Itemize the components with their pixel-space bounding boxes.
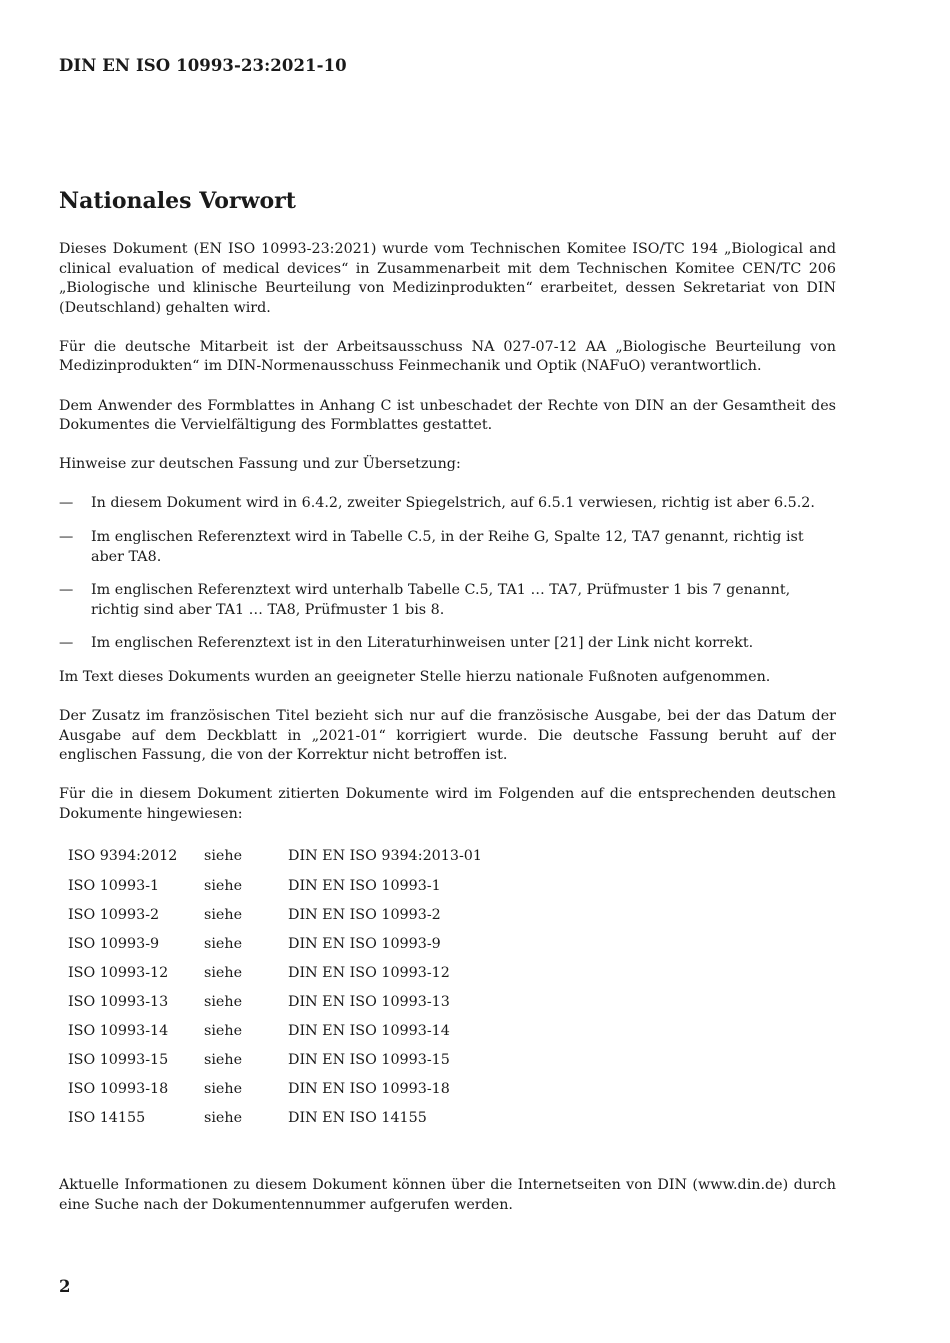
list-item	[59, 528, 836, 567]
din-reference: DIN EN ISO 10993-1	[288, 877, 441, 894]
table-row	[59, 993, 588, 1022]
page-number: 2	[59, 1277, 71, 1296]
dash-bullet: —	[59, 635, 74, 652]
see-label: siehe	[204, 1081, 243, 1098]
see-label: siehe	[204, 848, 243, 865]
iso-reference: ISO 10993-2	[68, 906, 160, 923]
iso-reference: ISO 10993-1	[68, 877, 160, 894]
table-row	[59, 1051, 588, 1080]
din-reference: DIN EN ISO 10993-14	[288, 1023, 450, 1040]
table-row	[59, 1080, 588, 1109]
see-label: siehe	[204, 935, 243, 952]
see-label: siehe	[204, 906, 243, 923]
reference-table	[59, 847, 588, 1138]
din-reference: DIN EN ISO 10993-2	[288, 906, 441, 923]
paragraph-form-copying: Dem Anwender des Formblattes in Anhang C ist unbeschadet der Rechte von DIN an der Gesamtheit des Dokumentes die Vervielfältigung des Formblattes gestattet.	[59, 397, 836, 434]
iso-reference: ISO 10993-9	[68, 935, 160, 952]
table-row	[59, 935, 588, 964]
iso-reference: ISO 10993-13	[68, 993, 169, 1010]
din-reference: DIN EN ISO 14155	[288, 1110, 427, 1127]
table-row	[59, 877, 588, 906]
iso-reference: ISO 10993-15	[68, 1052, 169, 1069]
see-label: siehe	[204, 1023, 243, 1040]
dash-bullet: —	[59, 528, 74, 545]
table-row	[59, 847, 588, 876]
list-item	[59, 634, 836, 654]
table-row	[59, 1109, 588, 1138]
see-label: siehe	[204, 1110, 243, 1127]
table-row	[59, 964, 588, 993]
iso-reference: ISO 10993-18	[68, 1081, 169, 1098]
see-label: siehe	[204, 993, 243, 1010]
document-id-header: DIN EN ISO 10993-23:2021-10	[59, 56, 347, 75]
iso-reference: ISO 14155	[68, 1110, 146, 1127]
paragraph-national-footnotes: Im Text dieses Dokuments wurden an geeigneter Stelle hierzu nationale Fußnoten aufgenommen.	[59, 668, 771, 685]
list-item	[59, 494, 836, 514]
iso-reference: ISO 10993-14	[68, 1023, 169, 1040]
table-row	[59, 906, 588, 935]
dash-bullet: —	[59, 495, 74, 512]
list-item-text: Im englischen Referenztext ist in den Literaturhinweisen unter [21] der Link nicht korrekt.	[91, 635, 754, 652]
section-title: Nationales Vorwort	[59, 188, 296, 214]
document-body	[59, 240, 836, 1138]
din-reference: DIN EN ISO 10993-9	[288, 935, 441, 952]
dash-bullet: —	[59, 582, 74, 599]
list-item-text: Im englischen Referenztext wird unterhalb Tabelle C.5, TA1 … TA7, Prüfmuster 1 bis 7 genannt, richtig sind aber TA1 … TA8, Prüfmuster 1 bis 8.	[91, 582, 791, 618]
din-reference: DIN EN ISO 9394:2013-01	[288, 848, 482, 865]
iso-reference: ISO 10993-12	[68, 964, 169, 981]
paragraph-translation-notes-intro: Hinweise zur deutschen Fassung und zur Übersetzung:	[59, 456, 461, 473]
see-label: siehe	[204, 1052, 243, 1069]
iso-reference: ISO 9394:2012	[68, 848, 178, 865]
paragraph-referenced-documents: Für die in diesem Dokument zitierten Dokumente wird im Folgenden auf die entsprechenden deutschen Dokumente hingewiesen:	[59, 786, 836, 822]
table-row	[59, 1022, 588, 1051]
list-item	[59, 581, 836, 620]
paragraph-french-title: Der Zusatz im französischen Titel bezieht sich nur auf die französische Ausgabe, bei der das Datum der Ausgabe auf dem Deckblatt in „2021-01“ korrigiert wurde. Die deutsche Fassung beruht auf der englischen Fassung, die von der Korrektur nicht betroffen ist.	[59, 708, 836, 764]
see-label: siehe	[204, 964, 243, 981]
paragraph-working-committee: Für die deutsche Mitarbeit ist der Arbeitsausschuss NA 027-07-12 AA „Biologische Beurteilung von Medizinprodukten“ im DIN-Normenausschuss Feinmechanik und Optik (NAFuO) verantwortlich.	[59, 338, 836, 375]
din-reference: DIN EN ISO 10993-12	[288, 964, 450, 981]
din-reference: DIN EN ISO 10993-18	[288, 1081, 450, 1098]
list-item-text: Im englischen Referenztext wird in Tabelle C.5, in der Reihe G, Spalte 12, TA7 genannt, richtig ist aber TA8.	[91, 528, 804, 565]
list-item-text: In diesem Dokument wird in 6.4.2, zweiter Spiegelstrich, auf 6.5.1 verwiesen, richtig ist aber 6.5.2.	[91, 495, 815, 512]
paragraph-committee: Dieses Dokument (EN ISO 10993-23:2021) wurde vom Technischen Komitee ISO/TC 194 „Biological and clinical evaluation of medical devices“ in Zusammenarbeit mit dem Technischen Komitee CEN/TC 206 „Biologische und klinische Beurteilung von Medizinprodukten“ erarbeitet, dessen Sekretariat von DIN (Deutschland) gehalten wird.	[59, 241, 836, 316]
din-reference: DIN EN ISO 10993-15	[288, 1052, 450, 1069]
din-reference: DIN EN ISO 10993-13	[288, 993, 450, 1010]
paragraph-current-information: Aktuelle Informationen zu diesem Dokument können über die Internetseiten von DIN (www.din.de) durch eine Suche nach der Dokumentennummer aufgerufen werden.	[59, 1177, 836, 1213]
see-label: siehe	[204, 877, 243, 894]
translation-notes-list	[59, 494, 836, 654]
